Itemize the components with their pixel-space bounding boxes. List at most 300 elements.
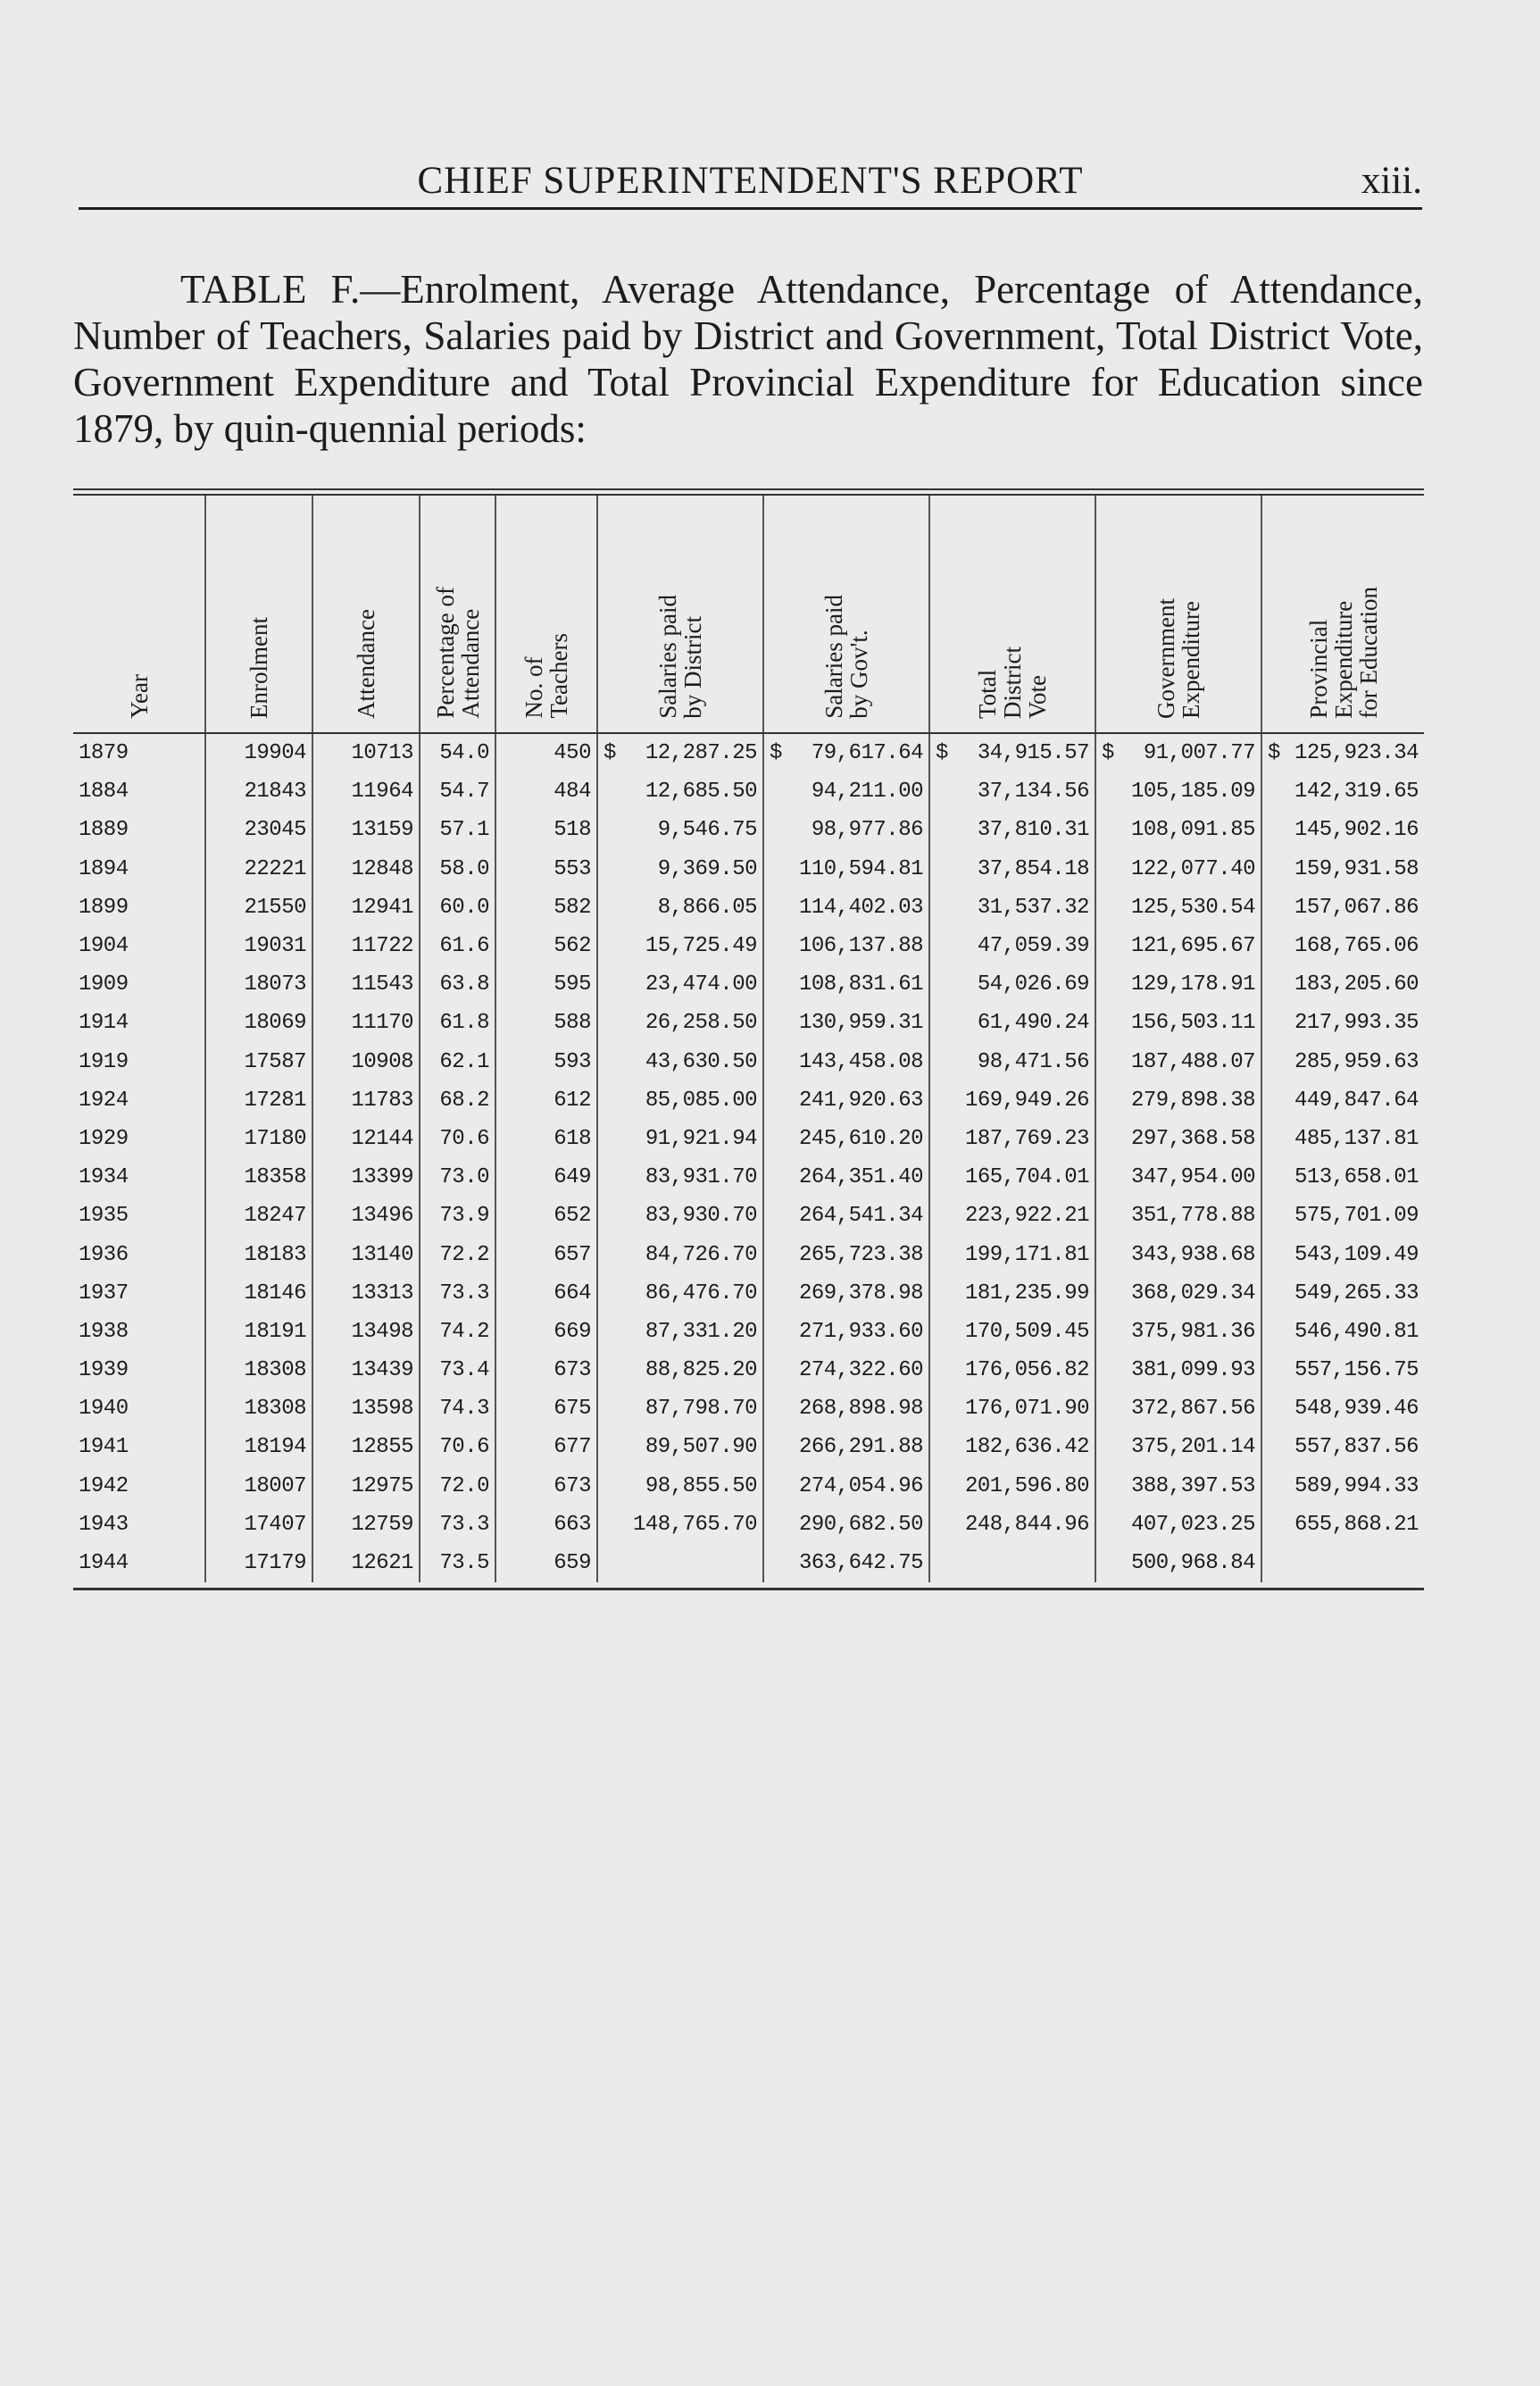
table-cell bbox=[929, 965, 1095, 1004]
table-cell bbox=[73, 927, 205, 965]
table-row bbox=[73, 1197, 1424, 1235]
cell-value: 663 bbox=[554, 1512, 591, 1537]
cell-value: 269,378.98 bbox=[798, 1281, 923, 1306]
cell-value: 12941 bbox=[351, 895, 413, 920]
cell-value: 264,351.40 bbox=[798, 1165, 923, 1190]
cell-value: 484 bbox=[554, 780, 591, 805]
currency-symbol: $ bbox=[936, 741, 948, 766]
table-cell bbox=[597, 965, 763, 1004]
cell-value: 543,109.49 bbox=[1294, 1242, 1419, 1267]
table-cell bbox=[929, 1544, 1095, 1582]
cell-value: 595 bbox=[554, 972, 591, 997]
table-row bbox=[73, 1467, 1424, 1506]
table-cell bbox=[495, 1351, 597, 1389]
cell-value: 1884 bbox=[79, 780, 129, 805]
cell-value: 26,258.50 bbox=[645, 1011, 757, 1036]
table-cell bbox=[597, 1120, 763, 1158]
cell-value: 84,726.70 bbox=[645, 1242, 757, 1267]
bottom-rule bbox=[73, 1588, 1424, 1590]
table-cell bbox=[205, 1004, 312, 1042]
table-cell bbox=[929, 1428, 1095, 1466]
cell-value: 1939 bbox=[79, 1358, 129, 1383]
table-row bbox=[73, 1081, 1424, 1120]
cell-value: 274,322.60 bbox=[798, 1358, 923, 1383]
cell-value: 63.8 bbox=[439, 972, 489, 997]
table-cell bbox=[73, 1274, 205, 1313]
table-row bbox=[73, 965, 1424, 1004]
cell-value: 347,954.00 bbox=[1130, 1165, 1255, 1190]
column-header bbox=[763, 496, 929, 733]
table-cell bbox=[312, 888, 420, 927]
cell-value: 657 bbox=[554, 1242, 591, 1267]
cell-value: 23045 bbox=[244, 818, 306, 843]
table-cell bbox=[597, 772, 763, 811]
table-cell bbox=[1095, 733, 1261, 772]
table-row bbox=[73, 1389, 1424, 1428]
cell-value: 83,930.70 bbox=[645, 1204, 757, 1229]
table-cell bbox=[763, 1235, 929, 1273]
table-cell bbox=[420, 888, 495, 927]
cell-value: 183,205.60 bbox=[1294, 972, 1419, 997]
table-caption: TABLE F.—Enrolment, Average Attendance, Percentage of Attendance, Number of Teachers, Salaries paid by District and Government, Total District Vote, Government Expenditure and Total Provincial Expenditure for Education since 1879, by quin-quennial periods: bbox=[73, 267, 1423, 451]
table-cell bbox=[763, 1506, 929, 1544]
table-cell bbox=[205, 811, 312, 849]
cell-value: 1938 bbox=[79, 1319, 129, 1344]
cell-value: 407,023.25 bbox=[1130, 1512, 1255, 1537]
table-cell bbox=[1261, 1428, 1424, 1466]
table-row bbox=[73, 927, 1424, 965]
table-cell bbox=[205, 1158, 312, 1197]
cell-value: 265,723.38 bbox=[798, 1242, 923, 1267]
cell-value: 1936 bbox=[79, 1242, 129, 1267]
cell-value: 83,931.70 bbox=[645, 1165, 757, 1190]
cell-value: 187,488.07 bbox=[1130, 1049, 1255, 1074]
table-cell bbox=[312, 1158, 420, 1197]
table-cell bbox=[1095, 811, 1261, 849]
cell-value: 91,007.77 bbox=[1143, 741, 1255, 766]
table-cell bbox=[495, 1467, 597, 1506]
table-cell bbox=[312, 1351, 420, 1389]
cell-value: 575,701.09 bbox=[1294, 1204, 1419, 1229]
table-row bbox=[73, 1158, 1424, 1197]
cell-value: 1904 bbox=[79, 934, 129, 959]
cell-value: 98,471.56 bbox=[977, 1049, 1089, 1074]
table-cell bbox=[312, 811, 420, 849]
table-cell bbox=[312, 1467, 420, 1506]
table-cell bbox=[929, 1197, 1095, 1235]
cell-value: 47,059.39 bbox=[977, 934, 1089, 959]
cell-value: 500,968.84 bbox=[1130, 1551, 1255, 1576]
cell-value: 12759 bbox=[351, 1512, 413, 1537]
cell-value: 18247 bbox=[244, 1204, 306, 1229]
cell-value: 18308 bbox=[244, 1397, 306, 1422]
column-header-label: Total District Vote bbox=[974, 647, 1051, 719]
cell-value: 129,178.91 bbox=[1130, 972, 1255, 997]
table-cell bbox=[495, 1274, 597, 1313]
table-cell bbox=[205, 1274, 312, 1313]
cell-value: 73.4 bbox=[439, 1358, 489, 1383]
cell-value: 18073 bbox=[244, 972, 306, 997]
cell-value: 87,331.20 bbox=[645, 1319, 757, 1344]
cell-value: 91,921.94 bbox=[645, 1126, 757, 1151]
table-cell bbox=[205, 1428, 312, 1466]
cell-value: 37,134.56 bbox=[977, 780, 1089, 805]
currency-symbol: $ bbox=[1268, 741, 1280, 766]
top-double-rule bbox=[73, 488, 1424, 496]
cell-value: 13159 bbox=[351, 818, 413, 843]
table-cell bbox=[1095, 965, 1261, 1004]
table-cell bbox=[929, 1313, 1095, 1351]
cell-value: 1942 bbox=[79, 1473, 129, 1498]
table-cell bbox=[312, 1120, 420, 1158]
table-cell bbox=[420, 1120, 495, 1158]
cell-value: 11964 bbox=[351, 780, 413, 805]
cell-value: 73.3 bbox=[439, 1281, 489, 1306]
cell-value: 13496 bbox=[351, 1204, 413, 1229]
table-cell bbox=[763, 1004, 929, 1042]
table-cell bbox=[1261, 927, 1424, 965]
cell-value: 1934 bbox=[79, 1165, 129, 1190]
cell-value: 351,778.88 bbox=[1130, 1204, 1255, 1229]
column-header-label: Salaries paid by District bbox=[654, 595, 706, 719]
table-cell bbox=[205, 1313, 312, 1351]
cell-value: 297,368.58 bbox=[1130, 1126, 1255, 1151]
cell-value: 156,503.11 bbox=[1130, 1011, 1255, 1036]
table-cell bbox=[597, 1235, 763, 1273]
table-cell bbox=[312, 1544, 420, 1582]
table-cell bbox=[1095, 1043, 1261, 1081]
currency-symbol: $ bbox=[604, 741, 616, 766]
cell-value: 1929 bbox=[79, 1126, 129, 1151]
cell-value: 68.2 bbox=[439, 1088, 489, 1113]
cell-value: 241,920.63 bbox=[798, 1088, 923, 1113]
table-cell bbox=[1261, 1389, 1424, 1428]
table-cell bbox=[1095, 1313, 1261, 1351]
table-cell bbox=[420, 1274, 495, 1313]
cell-value: 12621 bbox=[351, 1551, 413, 1576]
table-cell bbox=[495, 733, 597, 772]
table-cell bbox=[495, 965, 597, 1004]
cell-value: 18358 bbox=[244, 1165, 306, 1190]
cell-value: 18308 bbox=[244, 1358, 306, 1383]
page-number: xiii. bbox=[1361, 160, 1422, 202]
cell-value: 655,868.21 bbox=[1294, 1512, 1419, 1537]
table-cell bbox=[1095, 1351, 1261, 1389]
column-header bbox=[929, 496, 1095, 733]
table-cell bbox=[929, 1235, 1095, 1273]
cell-value: 513,658.01 bbox=[1294, 1165, 1419, 1190]
cell-value: 168,765.06 bbox=[1294, 934, 1419, 959]
cell-value: 588 bbox=[554, 1011, 591, 1036]
table-cell bbox=[420, 1428, 495, 1466]
table-cell bbox=[73, 1428, 205, 1466]
cell-value: 12855 bbox=[351, 1435, 413, 1460]
table-header-row bbox=[73, 496, 1424, 733]
table-row bbox=[73, 850, 1424, 888]
cell-value: 37,854.18 bbox=[977, 856, 1089, 881]
table-cell bbox=[73, 1081, 205, 1120]
table-cell bbox=[420, 811, 495, 849]
table-cell bbox=[763, 772, 929, 811]
table-cell bbox=[763, 1544, 929, 1582]
cell-value: 122,077.40 bbox=[1130, 856, 1255, 881]
cell-value: 375,201.14 bbox=[1130, 1435, 1255, 1460]
table-cell bbox=[495, 927, 597, 965]
table-cell bbox=[495, 850, 597, 888]
cell-value: 61.8 bbox=[439, 1011, 489, 1036]
running-title: CHIEF SUPERINTENDENT'S REPORT bbox=[417, 160, 1084, 202]
table-cell bbox=[312, 1274, 420, 1313]
cell-value: 61,490.24 bbox=[977, 1011, 1089, 1036]
table-cell bbox=[312, 1197, 420, 1235]
table-cell bbox=[929, 1004, 1095, 1042]
cell-value: 518 bbox=[554, 818, 591, 843]
table-cell bbox=[205, 1544, 312, 1582]
cell-value: 21843 bbox=[244, 780, 306, 805]
cell-value: 363,642.75 bbox=[798, 1551, 923, 1576]
table-row bbox=[73, 1428, 1424, 1466]
table-cell bbox=[312, 1004, 420, 1042]
table-cell bbox=[205, 1467, 312, 1506]
cell-value: 21550 bbox=[244, 895, 306, 920]
cell-value: 549,265.33 bbox=[1294, 1281, 1419, 1306]
cell-value: 182,636.42 bbox=[964, 1435, 1089, 1460]
cell-value: 264,541.34 bbox=[798, 1204, 923, 1229]
cell-value: 1879 bbox=[79, 741, 129, 766]
table-cell bbox=[205, 1081, 312, 1120]
table-cell bbox=[420, 1081, 495, 1120]
page-header bbox=[79, 152, 1422, 210]
cell-value: 17587 bbox=[244, 1049, 306, 1074]
cell-value: 1899 bbox=[79, 895, 129, 920]
table-cell bbox=[312, 1389, 420, 1428]
cell-value: 12,287.25 bbox=[645, 741, 757, 766]
cell-value: 1943 bbox=[79, 1512, 129, 1537]
table-cell bbox=[495, 772, 597, 811]
table-cell bbox=[597, 1313, 763, 1351]
table-cell bbox=[312, 965, 420, 1004]
table-cell bbox=[929, 811, 1095, 849]
table-cell bbox=[312, 1506, 420, 1544]
cell-value: 582 bbox=[554, 895, 591, 920]
cell-value: 199,171.81 bbox=[964, 1242, 1089, 1267]
cell-value: 13498 bbox=[351, 1319, 413, 1344]
table-cell bbox=[1095, 1158, 1261, 1197]
table-cell bbox=[205, 888, 312, 927]
cell-value: 546,490.81 bbox=[1294, 1319, 1419, 1344]
table-row bbox=[73, 1235, 1424, 1273]
cell-value: 12848 bbox=[351, 856, 413, 881]
table-cell bbox=[1261, 1120, 1424, 1158]
table-cell bbox=[929, 1467, 1095, 1506]
table-cell bbox=[763, 965, 929, 1004]
table-cell bbox=[763, 888, 929, 927]
table-row bbox=[73, 733, 1424, 772]
cell-value: 58.0 bbox=[439, 856, 489, 881]
cell-value: 169,949.26 bbox=[964, 1088, 1089, 1113]
cell-value: 557,156.75 bbox=[1294, 1358, 1419, 1383]
table-cell bbox=[1095, 1120, 1261, 1158]
table-cell bbox=[73, 733, 205, 772]
cell-value: 612 bbox=[554, 1088, 591, 1113]
table-cell bbox=[597, 811, 763, 849]
cell-value: 73.5 bbox=[439, 1551, 489, 1576]
table-cell bbox=[312, 1043, 420, 1081]
table-row bbox=[73, 1544, 1424, 1582]
table-cell bbox=[1261, 772, 1424, 811]
table-cell bbox=[763, 1313, 929, 1351]
cell-value: 381,099.93 bbox=[1130, 1358, 1255, 1383]
cell-value: 13313 bbox=[351, 1281, 413, 1306]
table-cell bbox=[1095, 1235, 1261, 1273]
table-cell bbox=[763, 1081, 929, 1120]
table-cell bbox=[73, 1120, 205, 1158]
table-cell bbox=[763, 1120, 929, 1158]
cell-value: 187,769.23 bbox=[964, 1126, 1089, 1151]
table-cell bbox=[1261, 1274, 1424, 1313]
cell-value: 18194 bbox=[244, 1435, 306, 1460]
cell-value: 121,695.67 bbox=[1130, 934, 1255, 959]
cell-value: 673 bbox=[554, 1473, 591, 1498]
table-cell bbox=[312, 733, 420, 772]
table-cell bbox=[73, 811, 205, 849]
table-cell bbox=[312, 1428, 420, 1466]
cell-value: 649 bbox=[554, 1165, 591, 1190]
table-cell bbox=[1261, 733, 1424, 772]
cell-value: 11170 bbox=[351, 1011, 413, 1036]
cell-value: 13399 bbox=[351, 1165, 413, 1190]
table-cell bbox=[205, 772, 312, 811]
table-cell bbox=[597, 1274, 763, 1313]
table-cell bbox=[1261, 1506, 1424, 1544]
table-cell bbox=[73, 1313, 205, 1351]
column-header-label: Government Expenditure bbox=[1153, 598, 1204, 719]
cell-value: 23,474.00 bbox=[645, 972, 757, 997]
table-cell bbox=[1095, 927, 1261, 965]
cell-value: 54.7 bbox=[439, 780, 489, 805]
table-cell bbox=[312, 1313, 420, 1351]
table-cell bbox=[1095, 850, 1261, 888]
cell-value: 8,866.05 bbox=[657, 895, 757, 920]
cell-value: 18191 bbox=[244, 1319, 306, 1344]
table-cell bbox=[1095, 1081, 1261, 1120]
cell-value: 266,291.88 bbox=[798, 1435, 923, 1460]
table-cell bbox=[205, 1043, 312, 1081]
cell-value: 12975 bbox=[351, 1473, 413, 1498]
table-cell bbox=[205, 733, 312, 772]
table-cell bbox=[495, 1313, 597, 1351]
table-cell bbox=[763, 1197, 929, 1235]
cell-value: 73.0 bbox=[439, 1165, 489, 1190]
table-cell bbox=[597, 1467, 763, 1506]
table-row bbox=[73, 1120, 1424, 1158]
table-cell bbox=[73, 1043, 205, 1081]
table-cell bbox=[1261, 1197, 1424, 1235]
cell-value: 18183 bbox=[244, 1242, 306, 1267]
table-cell bbox=[1095, 1389, 1261, 1428]
cell-value: 18069 bbox=[244, 1011, 306, 1036]
table-cell bbox=[597, 1351, 763, 1389]
cell-value: 62.1 bbox=[439, 1049, 489, 1074]
table-cell bbox=[1261, 1235, 1424, 1273]
cell-value: 125,530.54 bbox=[1130, 895, 1255, 920]
table-cell bbox=[420, 1544, 495, 1582]
column-header bbox=[420, 496, 495, 733]
table-cell bbox=[929, 1389, 1095, 1428]
table-cell bbox=[420, 850, 495, 888]
cell-value: 13598 bbox=[351, 1397, 413, 1422]
table-row bbox=[73, 1004, 1424, 1042]
cell-value: 72.0 bbox=[439, 1473, 489, 1498]
table-cell bbox=[205, 1235, 312, 1273]
table-cell bbox=[597, 927, 763, 965]
cell-value: 11783 bbox=[351, 1088, 413, 1113]
cell-value: 1940 bbox=[79, 1397, 129, 1422]
cell-value: 274,054.96 bbox=[798, 1473, 923, 1498]
cell-value: 125,923.34 bbox=[1294, 741, 1419, 766]
table-cell bbox=[929, 927, 1095, 965]
table-cell bbox=[312, 850, 420, 888]
cell-value: 13140 bbox=[351, 1242, 413, 1267]
table-cell bbox=[763, 733, 929, 772]
table-cell bbox=[73, 772, 205, 811]
table-cell bbox=[73, 1544, 205, 1582]
table-cell bbox=[73, 1235, 205, 1273]
table-cell bbox=[205, 1120, 312, 1158]
cell-value: 485,137.81 bbox=[1294, 1126, 1419, 1151]
table-cell bbox=[205, 850, 312, 888]
table-cell bbox=[597, 1043, 763, 1081]
cell-value: 12144 bbox=[351, 1126, 413, 1151]
table-cell bbox=[597, 1081, 763, 1120]
table-cell bbox=[73, 1197, 205, 1235]
table-cell bbox=[420, 772, 495, 811]
table-cell bbox=[420, 1313, 495, 1351]
cell-value: 449,847.64 bbox=[1294, 1088, 1419, 1113]
cell-value: 17179 bbox=[244, 1551, 306, 1576]
table-row bbox=[73, 772, 1424, 811]
column-header-label: No. of Teachers bbox=[520, 633, 572, 719]
cell-value: 88,825.20 bbox=[645, 1358, 757, 1383]
cell-value: 1909 bbox=[79, 972, 129, 997]
cell-value: 557,837.56 bbox=[1294, 1435, 1419, 1460]
table-cell bbox=[495, 1506, 597, 1544]
cell-value: 143,458.08 bbox=[798, 1049, 923, 1074]
table-row bbox=[73, 1506, 1424, 1544]
column-header-label: Year bbox=[125, 674, 153, 719]
cell-value: 589,994.33 bbox=[1294, 1473, 1419, 1498]
table-cell bbox=[495, 1158, 597, 1197]
cell-value: 1941 bbox=[79, 1435, 129, 1460]
table-cell bbox=[597, 1544, 763, 1582]
table-cell bbox=[1261, 1043, 1424, 1081]
table-cell bbox=[495, 1004, 597, 1042]
cell-value: 548,939.46 bbox=[1294, 1397, 1419, 1422]
cell-value: 19904 bbox=[244, 741, 306, 766]
column-header-label: Percentage of Attendance bbox=[431, 587, 484, 719]
cell-value: 159,931.58 bbox=[1294, 856, 1419, 881]
cell-value: 87,798.70 bbox=[645, 1397, 757, 1422]
table-cell bbox=[420, 1235, 495, 1273]
table-cell bbox=[495, 1389, 597, 1428]
cell-value: 10713 bbox=[351, 741, 413, 766]
table-cell bbox=[73, 850, 205, 888]
table-cell bbox=[597, 1428, 763, 1466]
cell-value: 157,067.86 bbox=[1294, 895, 1419, 920]
table-cell bbox=[205, 1197, 312, 1235]
cell-value: 181,235.99 bbox=[964, 1281, 1089, 1306]
table-cell bbox=[597, 888, 763, 927]
